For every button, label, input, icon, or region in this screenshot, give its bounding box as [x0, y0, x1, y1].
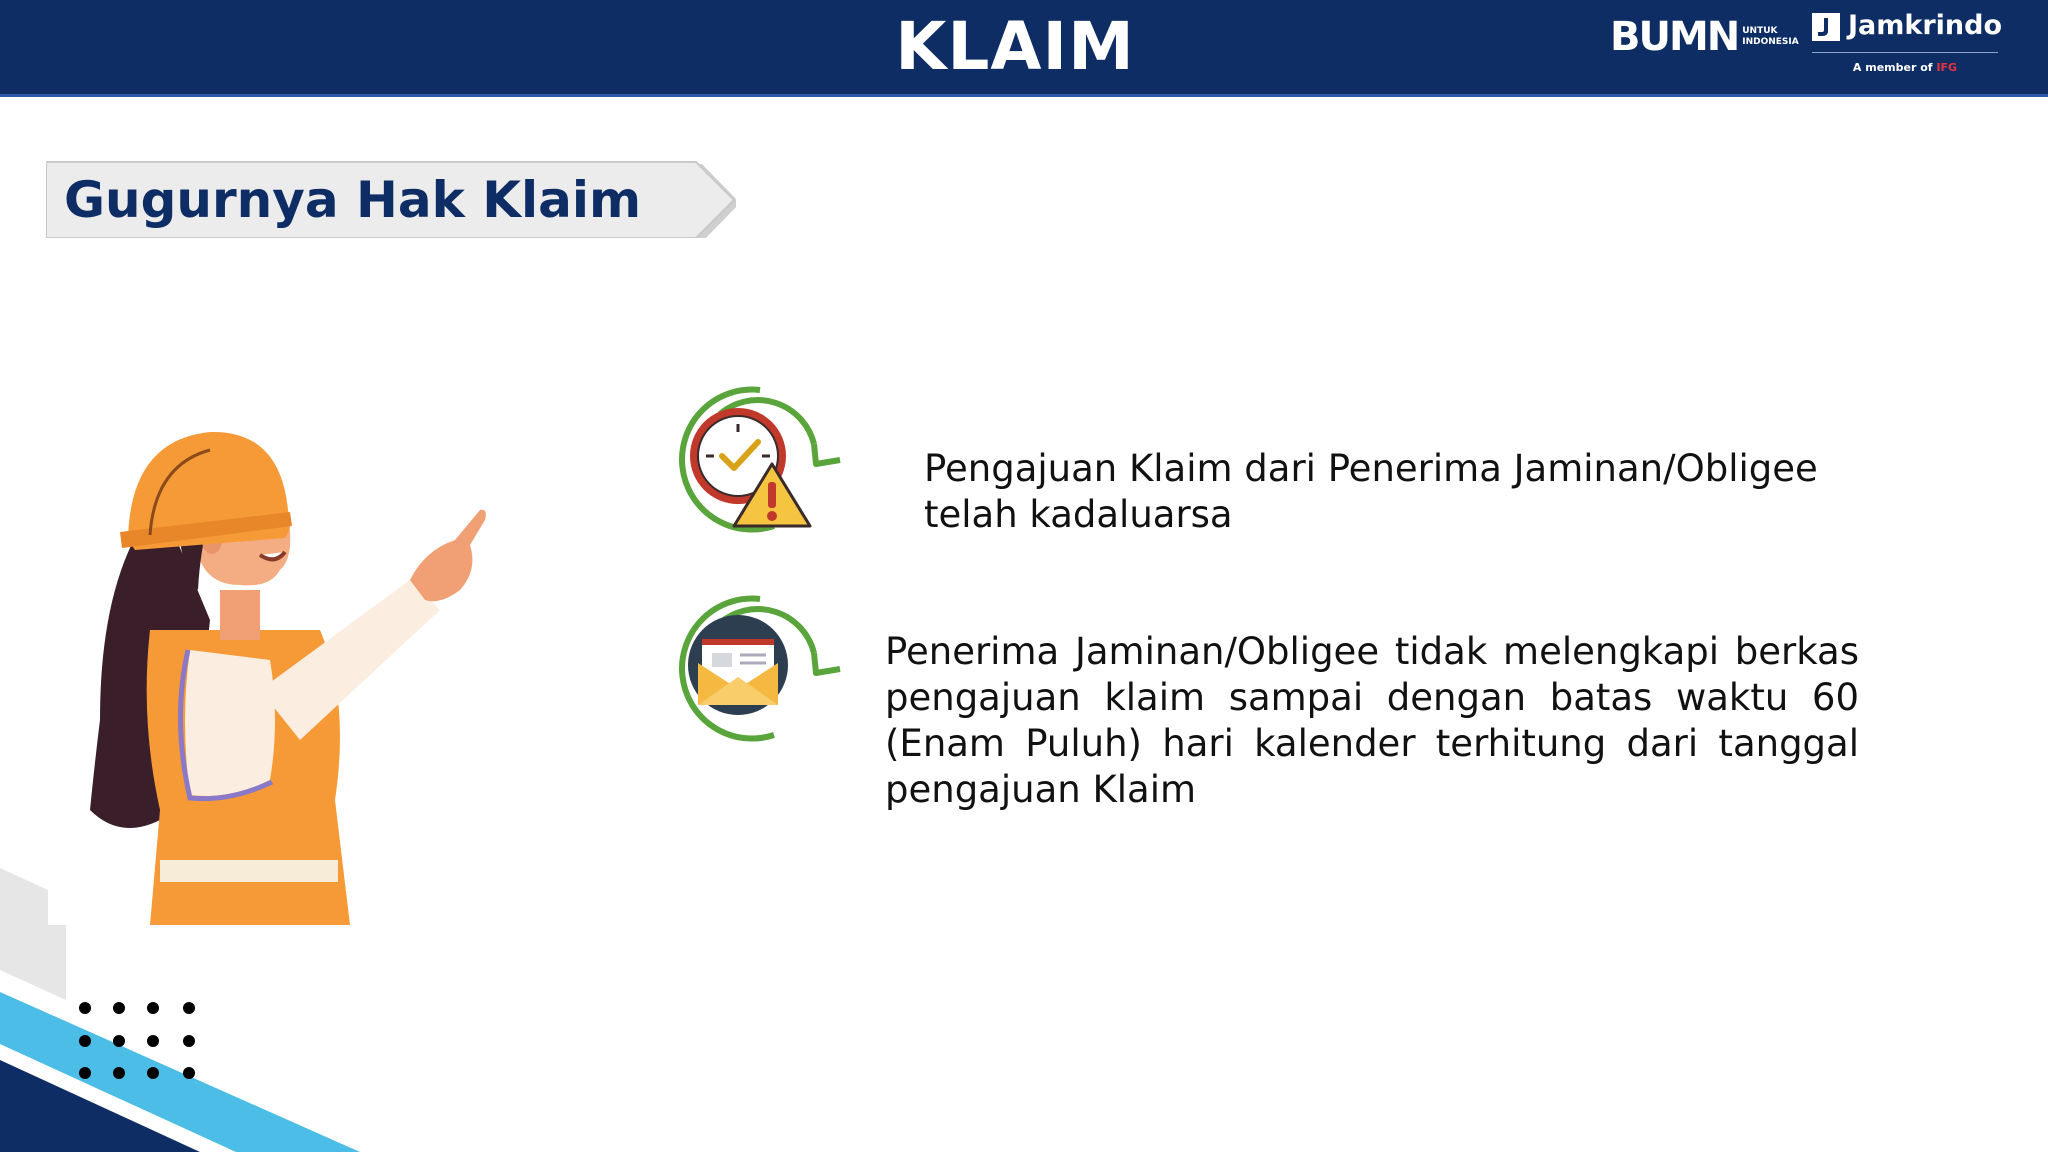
- bumn-tag-line1: UNTUK: [1742, 26, 1778, 36]
- member-prefix: A member of: [1852, 61, 1933, 74]
- header-bar: [0, 0, 2048, 97]
- jamkrindo-divider: [1812, 52, 1998, 53]
- jamkrindo-mark-icon: [1812, 13, 1840, 41]
- envelope-icon: [660, 593, 850, 743]
- clock-warning-icon: [660, 384, 850, 534]
- section-title: Gugurnya Hak Klaim: [64, 171, 642, 229]
- bumn-logo: [1610, 14, 1799, 60]
- jamkrindo-member-line: [1812, 61, 1998, 74]
- corner-decoration: [0, 860, 360, 1152]
- bumn-logo-tagline: [1742, 26, 1798, 48]
- jamkrindo-logo: [1812, 10, 2003, 80]
- jamkrindo-logo-word: Jamkrindo: [1848, 10, 2003, 41]
- bumn-tag-line2: INDONESIA: [1742, 37, 1799, 47]
- page-title: KLAIM: [895, 8, 1135, 85]
- bumn-logo-word: BUMN: [1610, 14, 1739, 60]
- ifg-brand: IFG: [1936, 61, 1958, 74]
- incomplete-documents-text: Penerima Jaminan/Obligee tidak melengkapi berkas pengajuan klaim sampai dengan batas waktu 60 (Enam Puluh) hari kalender terhitung dari tanggal pengajuan Klaim: [885, 630, 1859, 811]
- worker-pointing-illustration: [80, 420, 580, 925]
- claim-expired-text: Pengajuan Klaim dari Penerima Jaminan/Obligee telah kadaluarsa: [924, 447, 1818, 536]
